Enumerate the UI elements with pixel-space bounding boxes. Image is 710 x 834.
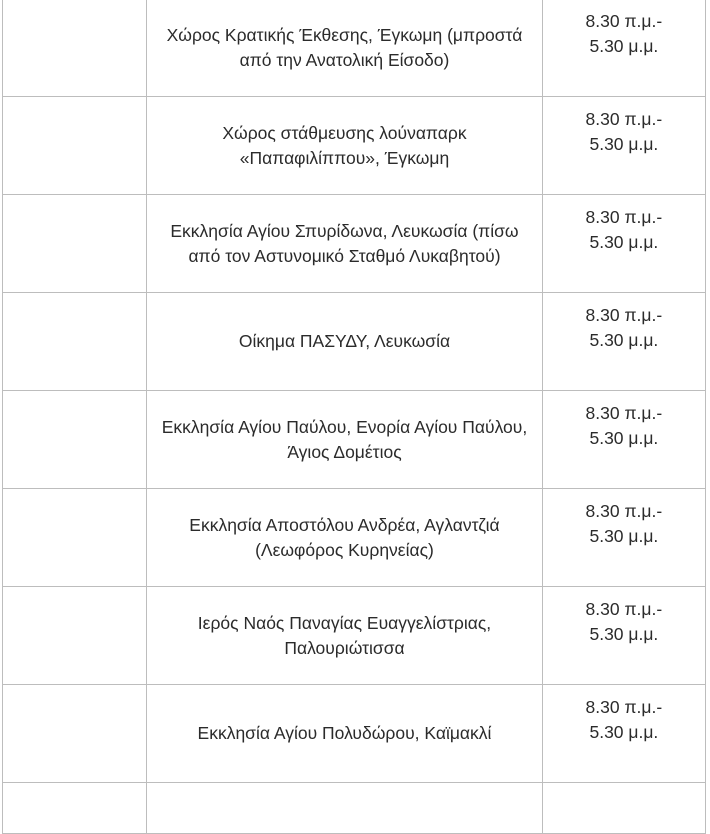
locations-schedule-table bbox=[2, 0, 706, 834]
table-row bbox=[3, 783, 706, 834]
table-row bbox=[3, 195, 706, 293]
blank-cell bbox=[3, 0, 147, 97]
blank-cell bbox=[3, 685, 147, 783]
hours-text: 8.30 π.μ.-5.30 μ.μ. bbox=[585, 599, 663, 644]
blank-cell bbox=[3, 391, 147, 489]
location-cell: Εκκλησία Αγίου Σπυρίδωνα, Λευκωσία (πίσω από τον Αστυνομικό Σταθμό Λυκαβητού) bbox=[147, 195, 543, 293]
table-row bbox=[3, 293, 706, 391]
table-row bbox=[3, 0, 706, 97]
hours-text: 8.30 π.μ.-5.30 μ.μ. bbox=[585, 11, 663, 56]
location-cell: Εκκλησία Αγίου Παύλου, Ενορία Αγίου Παύλου, Άγιος Δομέτιος bbox=[147, 391, 543, 489]
hours-cell bbox=[542, 783, 705, 834]
blank-cell bbox=[3, 783, 147, 834]
hours-cell bbox=[542, 0, 705, 97]
blank-cell bbox=[3, 293, 147, 391]
hours-cell bbox=[542, 293, 705, 391]
hours-cell bbox=[542, 489, 705, 587]
location-cell: Χώρος Κρατικής Έκθεσης, Έγκωμη (μπροστά από την Ανατολική Είσοδο) bbox=[147, 0, 543, 97]
hours-text: 8.30 π.μ.-5.30 μ.μ. bbox=[585, 109, 663, 154]
table-row bbox=[3, 391, 706, 489]
hours-text: 8.30 π.μ.-5.30 μ.μ. bbox=[585, 403, 663, 448]
blank-cell bbox=[3, 97, 147, 195]
location-cell bbox=[147, 783, 543, 834]
table-row bbox=[3, 587, 706, 685]
location-cell: Εκκλησία Αποστόλου Ανδρέα, Αγλαντζιά (Λεωφόρος Κυρηνείας) bbox=[147, 489, 543, 587]
table-row bbox=[3, 685, 706, 783]
hours-text: 8.30 π.μ.-5.30 μ.μ. bbox=[585, 697, 663, 742]
hours-cell bbox=[542, 97, 705, 195]
hours-text: 8.30 π.μ.-5.30 μ.μ. bbox=[585, 501, 663, 546]
hours-text: 8.30 π.μ.-5.30 μ.μ. bbox=[585, 305, 663, 350]
hours-text: 8.30 π.μ.-5.30 μ.μ. bbox=[585, 207, 663, 252]
hours-cell bbox=[542, 587, 705, 685]
location-cell: Χώρος στάθμευσης λούναπαρκ «Παπαφιλίππου», Έγκωμη bbox=[147, 97, 543, 195]
blank-cell bbox=[3, 587, 147, 685]
table-row bbox=[3, 489, 706, 587]
table-row bbox=[3, 97, 706, 195]
location-cell: Οίκημα ΠΑΣΥΔΥ, Λευκωσία bbox=[147, 293, 543, 391]
location-cell: Ιερός Ναός Παναγίας Ευαγγελίστριας, Παλουριώτισσα bbox=[147, 587, 543, 685]
blank-cell bbox=[3, 195, 147, 293]
hours-cell bbox=[542, 685, 705, 783]
hours-cell bbox=[542, 195, 705, 293]
blank-cell bbox=[3, 489, 147, 587]
hours-cell bbox=[542, 391, 705, 489]
location-cell: Εκκλησία Αγίου Πολυδώρου, Καϊμακλί bbox=[147, 685, 543, 783]
